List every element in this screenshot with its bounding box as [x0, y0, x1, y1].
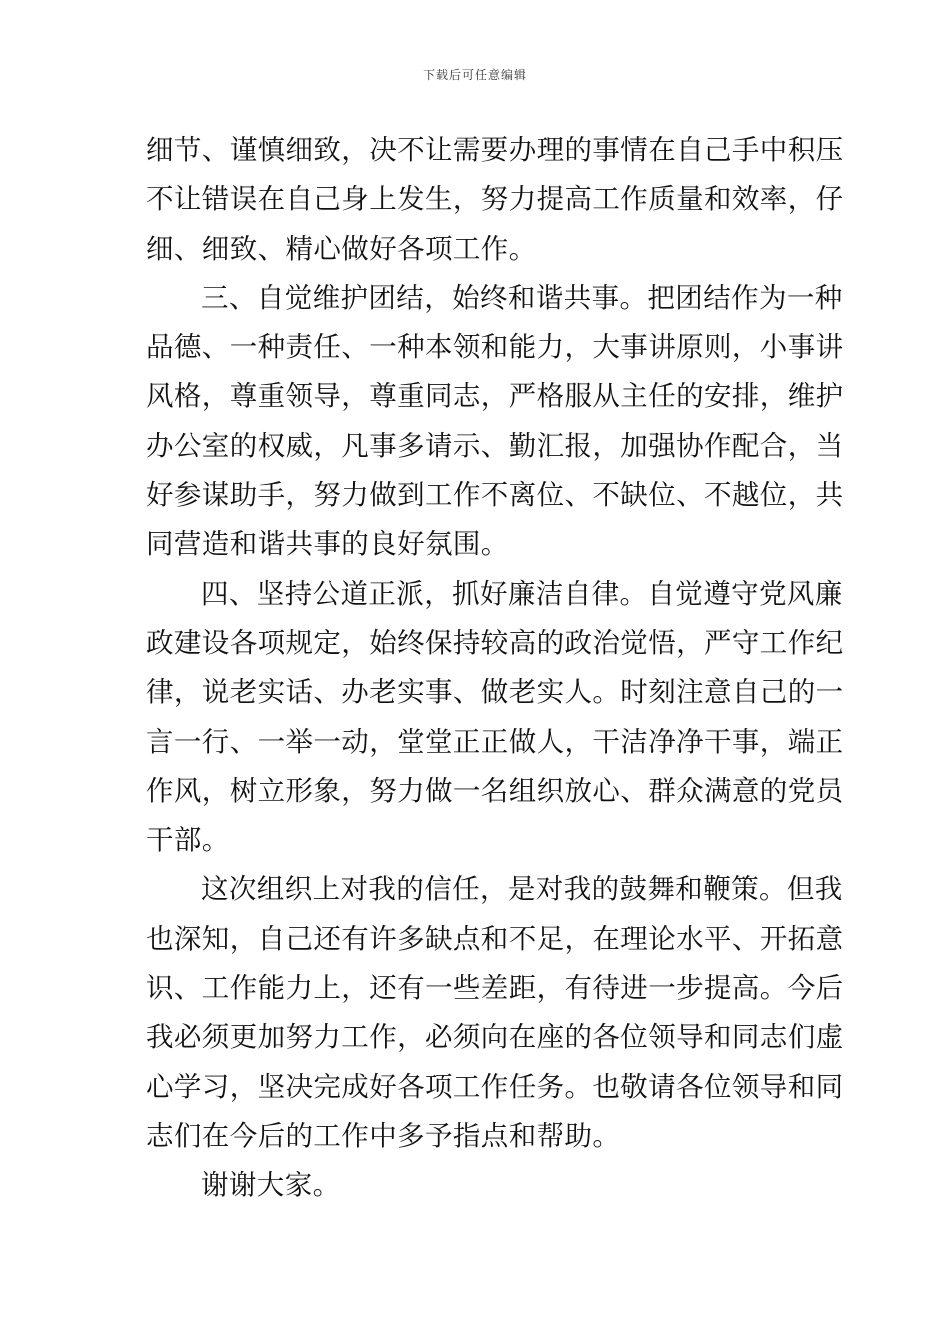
paragraph-1-line-1: 细节、谨慎细致，决不让需要办理的事情在自己手中积压	[146, 134, 844, 166]
paragraph-2-line-3: 风格，尊重领导，尊重同志，严格服从主任的安排，维护	[146, 380, 844, 413]
document-body	[146, 126, 844, 1211]
paragraph-3-line-6: 干部。	[146, 824, 230, 857]
paragraph-4-line-5: 心学习，坚决完成好各项工作任务。也敬请各位领导和同	[146, 1070, 844, 1103]
paragraph-1-line-3: 细、细致、精心做好各项工作。	[146, 232, 537, 265]
paragraph-4-line-2: 也深知，自己还有许多缺点和不足，在理论水平、开拓意	[146, 922, 844, 955]
paragraph-4-line-1: 这次组织上对我的信任，是对我的鼓舞和鞭策。但我	[201, 873, 843, 906]
paragraph-3-line-2: 政建设各项规定，始终保持较高的政治觉悟，严守工作纪	[146, 626, 844, 659]
paragraph-4-line-4: 我必须更加努力工作，必须向在座的各位领导和同志们虚	[146, 1021, 844, 1054]
paragraph-5-line-1: 谢谢大家。	[201, 1169, 341, 1202]
paragraph-4-line-3: 识、工作能力上，还有一些差距，有待进一步提高。今后	[146, 972, 844, 1005]
paragraph-2-line-6: 同营造和谐共事的良好氛围。	[146, 528, 509, 561]
paragraph-3-line-5: 作风，树立形象，努力做一名组织放心、群众满意的党员	[146, 774, 844, 807]
paragraph-3-line-3: 律，说老实话、办老实事、做老实人。时刻注意自己的一	[146, 676, 844, 709]
paragraph-1-line-2: 不让错误在自己身上发生，努力提高工作质量和效率，仔	[146, 183, 844, 216]
paragraph-3-line-4: 言一行、一举一动，堂堂正正做人，干洁净净干事，端正	[146, 725, 844, 758]
paragraph-2-line-5: 好参谋助手，努力做到工作不离位、不缺位、不越位，共	[146, 479, 844, 512]
paragraph-3-line-1: 四、坚持公道正派，抓好廉洁自律。自觉遵守党风廉	[201, 577, 843, 610]
paragraph-4-line-6: 志们在今后的工作中多予指点和帮助。	[146, 1119, 621, 1152]
paragraph-2-line-2: 品德、一种责任、一种本领和能力，大事讲原则，小事讲	[146, 331, 844, 364]
page-header-note: 下载后可任意编辑	[422, 68, 527, 82]
paragraph-2-line-4: 办公室的权威，凡事多请示、勤汇报，加强协作配合，当	[146, 429, 844, 462]
paragraph-2-line-1: 三、自觉维护团结，始终和谐共事。把团结作为一种	[201, 281, 843, 314]
